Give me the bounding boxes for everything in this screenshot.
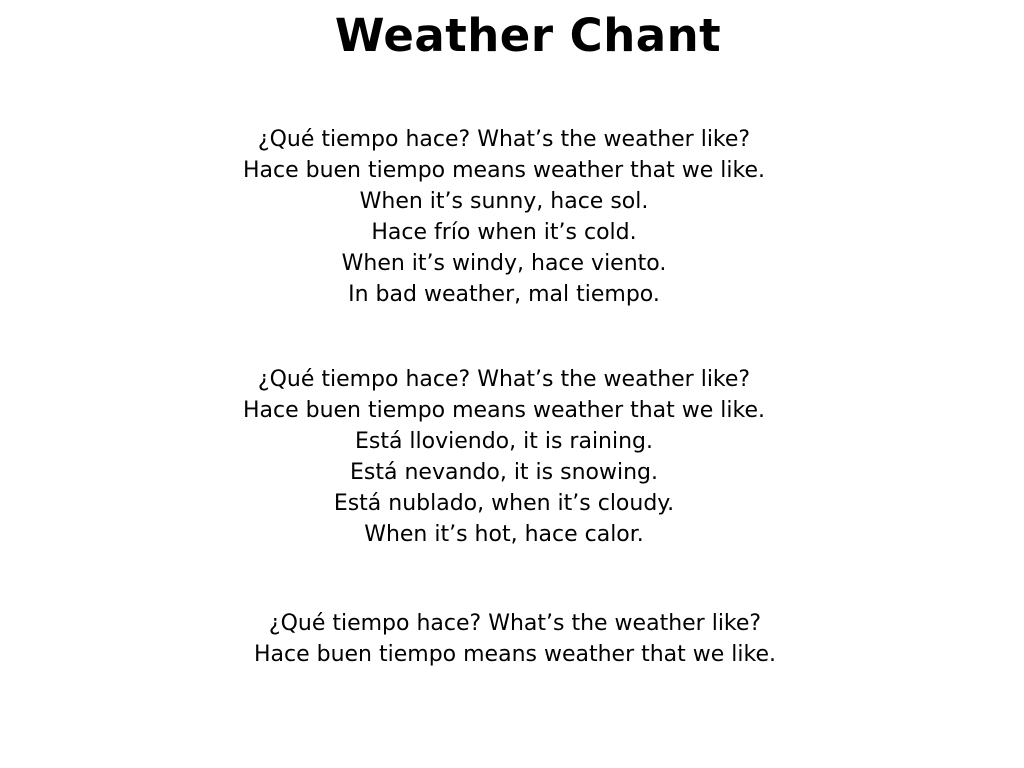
stanza-line: ¿Qué tiempo hace? What’s the weather like?: [268, 611, 762, 636]
stanza-line: Hace buen tiempo means weather that we like.: [242, 398, 766, 423]
stanza-line: When it’s sunny, hace sol.: [359, 189, 649, 214]
stanza-line: Hace buen tiempo means weather that we like.: [253, 642, 777, 667]
stanza-line: ¿Qué tiempo hace? What’s the weather like?: [257, 367, 751, 392]
stanza-2: [200, 364, 808, 550]
stanza-line: When it’s hot, hace calor.: [364, 522, 644, 547]
stanza-3: [240, 608, 790, 670]
stanza-line: In bad weather, mal tiempo.: [348, 282, 660, 307]
stanza-line: Está lloviendo, it is raining.: [354, 429, 654, 454]
stanza-line: When it’s windy, hace viento.: [341, 251, 667, 276]
chant-title: Weather Chant: [334, 9, 722, 62]
stanza-line: Está nublado, when it’s cloudy.: [333, 491, 675, 516]
stanza-line: Está nevando, it is snowing.: [350, 460, 658, 485]
stanza-line: Hace frío when it’s cold.: [371, 220, 637, 245]
stanza-line: ¿Qué tiempo hace? What’s the weather like?: [257, 127, 751, 152]
stanza-1: [200, 124, 808, 310]
stanza-line: Hace buen tiempo means weather that we like.: [242, 158, 766, 183]
